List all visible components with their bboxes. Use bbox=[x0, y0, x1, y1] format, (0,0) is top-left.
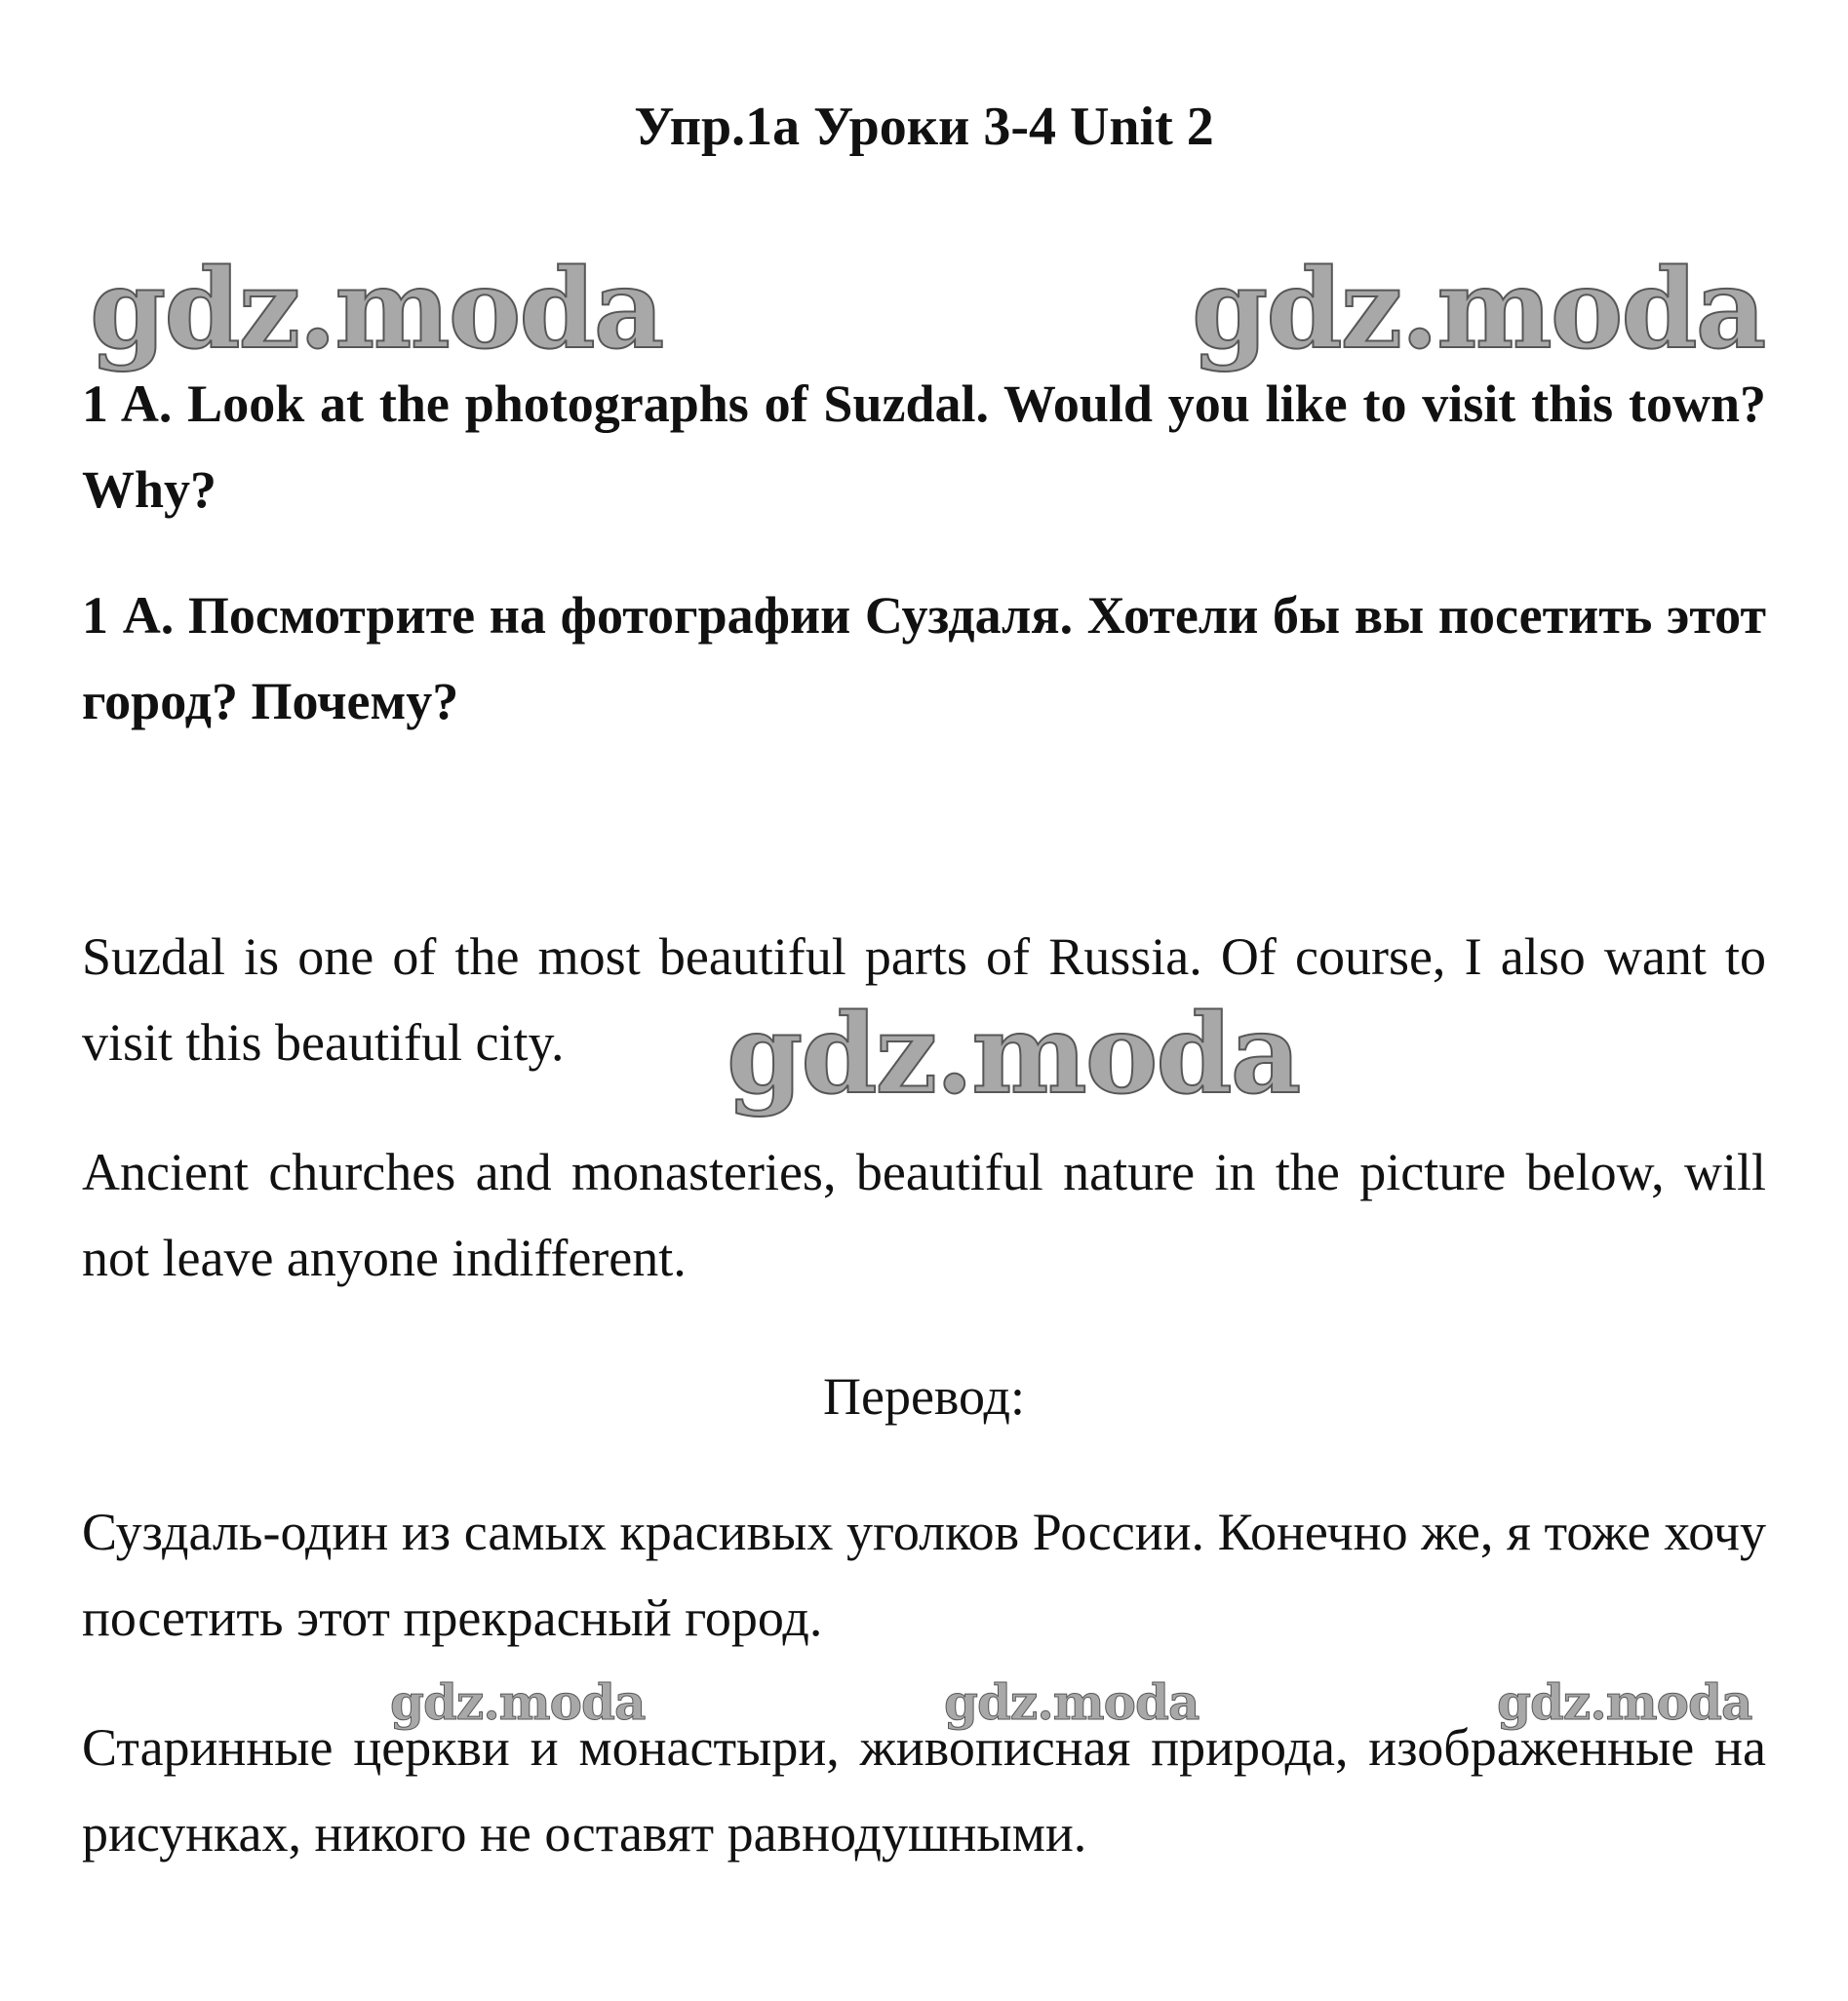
watermark-logo: gdz.moda bbox=[390, 1673, 646, 1731]
answer-paragraph-english-1: Suzdal is one of the most beautiful parts of Russia. Of course, I also want to visit this beautiful city. bbox=[82, 927, 1766, 1072]
watermark-logo: gdz.moda bbox=[944, 1673, 1199, 1731]
watermark-logo: gdz.moda bbox=[1192, 246, 1765, 373]
watermark-logo: gdz.moda bbox=[727, 991, 1300, 1118]
answer-paragraph-english-2: Ancient churches and monasteries, beautiful nature in the picture below, will not leave anyone indifferent. bbox=[82, 1143, 1766, 1287]
watermark-logo: gdz.moda bbox=[1497, 1673, 1752, 1731]
answer-paragraph-russian-2: Старинные церкви и монастыри, живописная природа, изображенные на рисунках, никого не оставят равнодушными. bbox=[82, 1718, 1766, 1863]
exercise-question-english: 1 A. Look at the photographs of Suzdal. Would you like to visit this town? Why? bbox=[82, 374, 1766, 519]
exercise-question-russian: 1 А. Посмотрите на фотографии Суздаля. Хотели бы вы посетить этот город? Почему? bbox=[82, 586, 1766, 730]
answer-paragraph-russian-1: Суздаль-один из самых красивых уголков России. Конечно же, я тоже хочу посетить этот прекрасный город. bbox=[82, 1503, 1766, 1647]
translation-heading: Перевод: bbox=[823, 1367, 1025, 1426]
page-title: Упр.1а Уроки 3-4 Unit 2 bbox=[634, 97, 1214, 157]
watermark-logo: gdz.moda bbox=[90, 246, 663, 373]
